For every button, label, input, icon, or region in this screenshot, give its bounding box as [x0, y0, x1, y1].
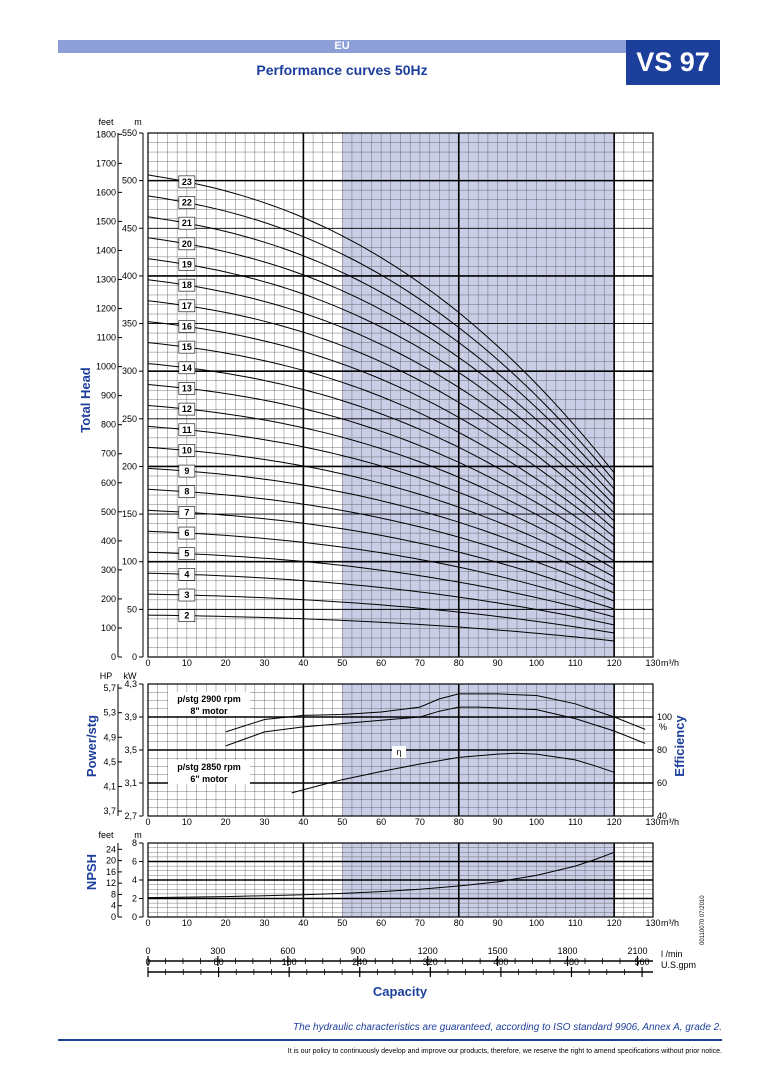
- head-unit-m: m: [134, 117, 142, 127]
- power-hp-tick-label: 5,7: [103, 683, 116, 694]
- npsh-unit-feet: feet: [98, 830, 114, 840]
- head-feet-tick-label: 600: [100, 477, 116, 488]
- power-unit-hp: HP: [99, 671, 113, 681]
- head-feet-tick-label: 1600: [95, 187, 116, 198]
- head-feet-tick-label: 1200: [95, 303, 116, 314]
- head-feet-tick-label: 200: [100, 593, 116, 604]
- guarantee-note: The hydraulic characteristics are guaranteed, according to ISO standard 9906, Annex A, grade 2.: [293, 1022, 722, 1033]
- stage-label: 6: [184, 528, 190, 539]
- npsh-y-title: NPSH: [84, 853, 99, 891]
- power-hp-tick-label: 3,7: [103, 806, 116, 817]
- stage-label: 22: [181, 197, 192, 208]
- power-x-tick-label: 120: [606, 817, 622, 827]
- stage-label: 23: [181, 176, 192, 187]
- power-kw-tick-label: 3,5: [124, 745, 137, 755]
- lmin-scale-tick-label: 1500: [487, 946, 508, 956]
- head-y-title: Total Head: [78, 367, 93, 433]
- npsh-x-tick-label: 50: [337, 918, 348, 928]
- npsh-x-tick-label: 30: [259, 918, 270, 928]
- stage-label: 10: [181, 445, 192, 456]
- efficiency-unit: %: [659, 722, 668, 732]
- head-x-tick-label: 10: [181, 658, 192, 668]
- head-m-tick-label: 500: [121, 175, 137, 186]
- power-kw-tick-label: 3,1: [124, 778, 137, 788]
- power-x-tick-label: 80: [453, 817, 464, 827]
- npsh-x-tick-label: 110: [568, 918, 583, 928]
- head-x-tick-label: 90: [492, 658, 503, 668]
- stage-label: 13: [181, 383, 192, 394]
- head-feet-tick-label: 1300: [95, 274, 116, 285]
- usgpm-scale-tick-label: 0: [145, 957, 151, 967]
- npsh-feet-tick-label: 8: [110, 889, 116, 900]
- head-feet-tick-label: 1400: [95, 245, 116, 256]
- power-x-tick-label: 40: [298, 817, 309, 827]
- stage-label: 11: [182, 424, 192, 435]
- npsh-unit-m: m: [134, 830, 142, 840]
- lmin-scale-unit: l /min: [661, 949, 683, 959]
- power-x-tick-label: 110: [568, 817, 583, 827]
- npsh-x-tick-label: 60: [376, 918, 387, 928]
- power-x-tick-label: 50: [337, 817, 348, 827]
- power-x-tick-label: 30: [259, 817, 270, 827]
- stage-label: 20: [181, 238, 192, 249]
- head-feet-tick-label: 300: [100, 564, 116, 575]
- usgpm-scale-tick-label: 80: [213, 957, 224, 967]
- stage-label: 2: [184, 610, 190, 621]
- head-feet-tick-label: 0: [110, 652, 116, 662]
- stage-label: 12: [181, 404, 192, 415]
- power-x-tick-label: 60: [376, 817, 387, 827]
- power-label-2850-line2: 6" motor: [190, 774, 228, 784]
- head-m-tick-label: 450: [121, 223, 137, 234]
- power-hp-tick-label: 4,1: [103, 781, 116, 792]
- efficiency-title: Efficiency: [672, 715, 687, 777]
- head-m-tick-label: 200: [121, 461, 137, 472]
- npsh-x-tick-label: 80: [453, 918, 464, 928]
- head-m-tick-label: 550: [121, 128, 137, 138]
- stage-label: 17: [181, 300, 192, 311]
- head-x-tick-label: 70: [414, 658, 425, 668]
- power-unit-kw: kW: [123, 671, 137, 681]
- npsh-m-tick-label: 0: [131, 912, 137, 922]
- npsh-x-tick-label: 100: [528, 918, 544, 928]
- usgpm-scale-tick-label: 240: [352, 957, 368, 967]
- capacity-title: Capacity: [372, 984, 428, 999]
- stage-label: 14: [181, 362, 192, 373]
- efficiency-tick-label: 40: [657, 811, 668, 821]
- power-kw-tick-label: 2,7: [124, 811, 137, 821]
- page-title: Performance curves 50Hz: [256, 62, 428, 78]
- stage-label: 3: [184, 590, 190, 601]
- head-x-tick-label: 30: [259, 658, 270, 668]
- head-x-tick-label: 100: [528, 658, 544, 668]
- head-feet-tick-label: 1800: [95, 129, 116, 140]
- head-x-unit: m³/h: [661, 658, 679, 668]
- npsh-m-tick-label: 4: [131, 875, 137, 885]
- usgpm-scale-tick-label: 160: [281, 957, 297, 967]
- lmin-scale-tick-label: 2100: [627, 946, 648, 956]
- power-kw-tick-label: 4,3: [124, 679, 137, 689]
- power-x-tick-label: 130: [645, 817, 661, 827]
- npsh-feet-tick-label: 24: [105, 844, 116, 855]
- npsh-x-tick-label: 90: [492, 918, 503, 928]
- policy-note: It is our policy to continuously develop and improve our products, therefore, we reserve the right to amend specifications without prior notice.: [287, 1048, 722, 1055]
- power-x-unit: m³/h: [661, 817, 679, 827]
- npsh-x-tick-label: 70: [414, 918, 425, 928]
- stage-label: 19: [181, 259, 192, 270]
- lmin-scale-tick-label: 1800: [557, 946, 578, 956]
- lmin-scale-tick-label: 0: [145, 946, 151, 956]
- stage-label: 5: [184, 548, 190, 559]
- lmin-scale-tick-label: 900: [350, 946, 366, 956]
- npsh-m-tick-label: 6: [131, 856, 137, 867]
- document-code: 00110070 07/2010: [700, 895, 706, 945]
- efficiency-tick-label: 80: [657, 745, 668, 755]
- stage-label: 15: [181, 342, 192, 353]
- head-x-tick-label: 110: [568, 658, 583, 668]
- npsh-x-unit: m³/h: [661, 918, 679, 928]
- head-x-tick-label: 80: [453, 658, 464, 668]
- power-x-tick-label: 20: [220, 817, 231, 827]
- head-m-tick-label: 350: [121, 318, 137, 329]
- npsh-feet-tick-label: 12: [105, 878, 116, 889]
- lmin-scale-tick-label: 600: [280, 946, 296, 956]
- usgpm-scale-tick-label: 320: [422, 957, 438, 967]
- head-x-tick-label: 50: [337, 658, 348, 668]
- usgpm-scale-tick-label: 400: [493, 957, 509, 967]
- head-feet-tick-label: 1500: [95, 216, 116, 227]
- efficiency-tick-label: 100: [657, 712, 673, 722]
- head-m-tick-label: 100: [121, 556, 137, 567]
- power-label-2900-line2: 8" motor: [190, 706, 228, 716]
- power-x-tick-label: 90: [492, 817, 503, 827]
- head-feet-tick-label: 900: [100, 390, 116, 401]
- usgpm-scale-tick-label: 480: [563, 957, 579, 967]
- head-feet-tick-label: 800: [100, 419, 116, 430]
- power-hp-tick-label: 4,9: [103, 732, 116, 743]
- npsh-x-tick-label: 130: [645, 918, 661, 928]
- head-x-tick-label: 120: [606, 658, 622, 668]
- head-feet-tick-label: 100: [100, 622, 116, 633]
- lmin-scale-tick-label: 300: [210, 946, 226, 956]
- stage-label: 8: [184, 486, 190, 497]
- stage-label: 7: [184, 507, 190, 518]
- head-feet-tick-label: 500: [100, 506, 116, 517]
- head-m-tick-label: 250: [121, 413, 137, 424]
- usgpm-scale-unit: U.S.gpm: [661, 960, 697, 970]
- power-label-2900-line1: p/stg 2900 rpm: [177, 694, 241, 704]
- stage-label: 21: [181, 218, 192, 229]
- head-m-tick-label: 150: [121, 509, 137, 520]
- npsh-m-tick-label: 8: [131, 838, 137, 848]
- power-x-tick-label: 10: [181, 817, 192, 827]
- head-unit-feet: feet: [98, 117, 114, 127]
- head-feet-tick-label: 400: [100, 535, 116, 546]
- npsh-x-tick-label: 0: [145, 918, 151, 928]
- head-x-tick-label: 40: [298, 658, 309, 668]
- lmin-scale-tick-label: 1200: [417, 946, 438, 956]
- head-m-tick-label: 0: [131, 652, 137, 662]
- npsh-feet-tick-label: 4: [110, 900, 116, 911]
- bottom-rule: [58, 1039, 722, 1041]
- power-hp-tick-label: 5,3: [103, 707, 116, 718]
- stage-label: 4: [184, 569, 190, 580]
- power-y-title: Power/stg: [84, 714, 99, 778]
- head-x-tick-label: 60: [376, 658, 387, 668]
- power-x-tick-label: 0: [145, 817, 151, 827]
- power-hp-tick-label: 4,5: [103, 756, 116, 767]
- power-x-tick-label: 100: [528, 817, 544, 827]
- head-m-tick-label: 400: [121, 270, 137, 281]
- stage-label: 9: [184, 466, 190, 477]
- head-feet-tick-label: 700: [100, 448, 116, 459]
- head-feet-tick-label: 1000: [95, 361, 116, 372]
- stage-label: 16: [181, 321, 192, 332]
- stage-label: 18: [181, 280, 192, 291]
- npsh-feet-tick-label: 16: [105, 866, 116, 877]
- head-x-tick-label: 20: [220, 658, 231, 668]
- efficiency-curve-label: η: [396, 747, 402, 757]
- power-x-tick-label: 70: [414, 817, 425, 827]
- head-x-tick-label: 130: [645, 658, 661, 668]
- head-feet-tick-label: 1100: [96, 332, 116, 343]
- head-m-tick-label: 50: [126, 604, 137, 615]
- npsh-x-tick-label: 10: [181, 918, 192, 928]
- npsh-x-tick-label: 20: [220, 918, 231, 928]
- region-label: EU: [334, 40, 350, 52]
- head-m-tick-label: 300: [121, 366, 137, 377]
- power-kw-tick-label: 3,9: [124, 712, 137, 722]
- model-badge: VS 97: [626, 40, 720, 85]
- npsh-x-tick-label: 120: [606, 918, 622, 928]
- power-label-2850-line1: p/stg 2850 rpm: [177, 762, 241, 772]
- head-x-tick-label: 0: [145, 658, 151, 668]
- head-feet-tick-label: 1700: [95, 158, 116, 169]
- usgpm-scale-tick-label: 560: [634, 957, 650, 967]
- efficiency-tick-label: 60: [657, 778, 668, 788]
- npsh-feet-tick-label: 20: [105, 855, 116, 866]
- npsh-feet-tick-label: 0: [110, 912, 116, 922]
- npsh-x-tick-label: 40: [298, 918, 309, 928]
- npsh-m-tick-label: 2: [131, 893, 137, 904]
